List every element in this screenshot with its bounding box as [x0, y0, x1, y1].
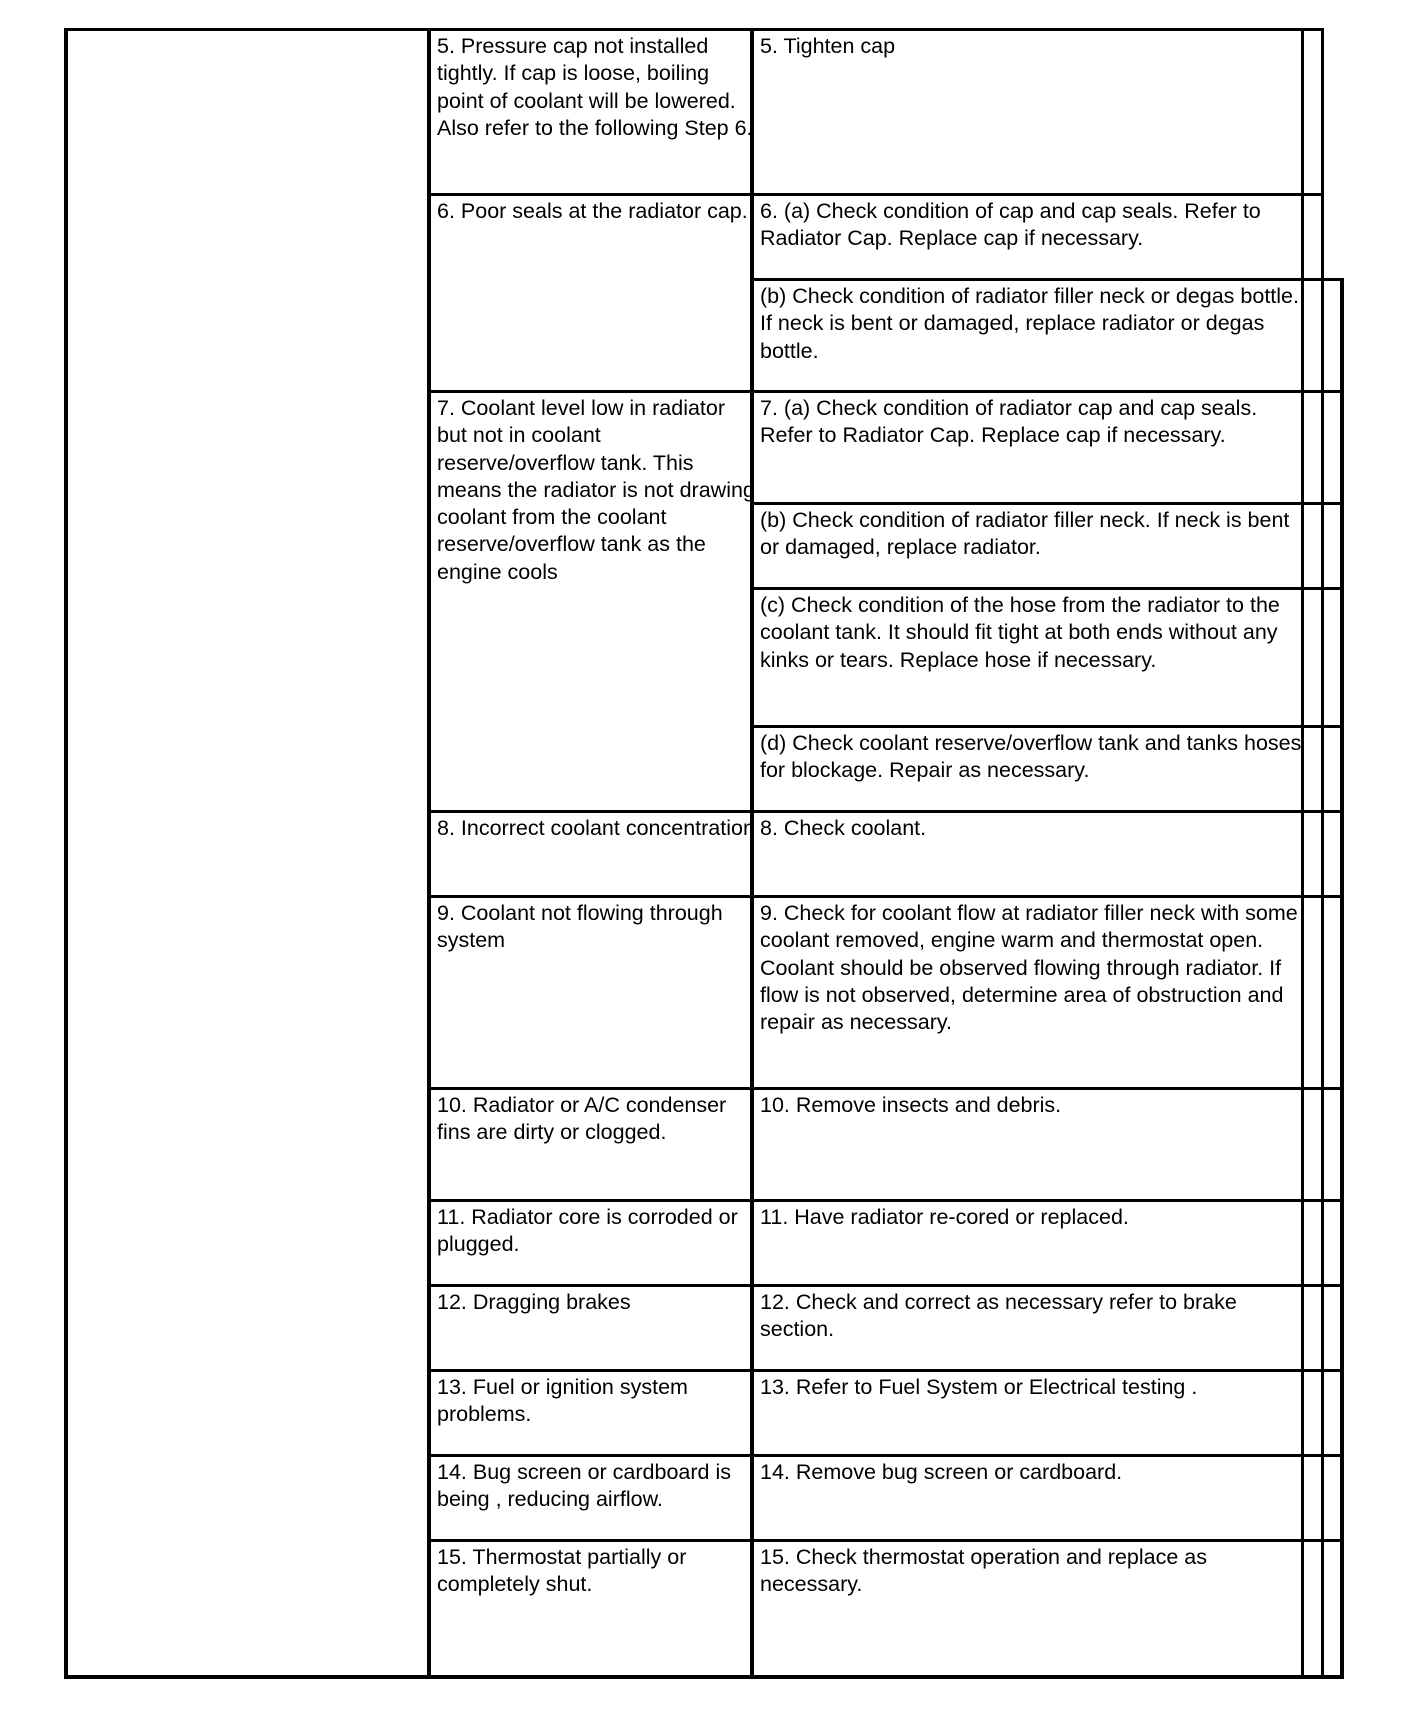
column-divider-check2 — [1321, 28, 1324, 1678]
cause-cell-9: 9. Coolant not flowing through system — [437, 901, 723, 953]
row-divider — [429, 895, 1344, 898]
row-divider — [429, 1454, 1344, 1457]
row-divider — [429, 1087, 1344, 1090]
remedy-cell-14: 14. Remove bug screen or cardboard. — [760, 1460, 1123, 1484]
cause-cell-7: 7. Coolant level low in radiator but not in coolant reserve/overflow tank. This means the radiator is not drawing coolant from the coolant reserve/overflow tank as the engine cools — [437, 396, 755, 584]
cause-cell-14: 14. Bug screen or cardboard is being , reducing airflow. — [437, 1460, 731, 1512]
column-divider-cause — [427, 28, 431, 1678]
remedy-cell-7d: (d) Check coolant reserve/overflow tank and tanks hoses for blockage. Repair as necessary. — [760, 731, 1302, 783]
remedy-cell-7b: (b) Check condition of radiator filler neck. If neck is bent or damaged, replace radiator. — [760, 508, 1290, 560]
cause-cell-13: 13. Fuel or ignition system problems. — [437, 1375, 688, 1427]
row-divider — [429, 1199, 1344, 1202]
cause-cell-10: 10. Radiator or A/C condenser fins are dirty or clogged. — [437, 1093, 727, 1145]
cause-cell-6: 6. Poor seals at the radiator cap. — [437, 199, 748, 223]
row-divider — [429, 1539, 1344, 1542]
table-border-bottom — [64, 1675, 1344, 1679]
row-divider — [429, 193, 1324, 196]
row-divider — [752, 278, 1344, 281]
remedy-cell-6b: (b) Check condition of radiator filler neck or degas bottle. If neck is bent or damaged, replace radiator or degas bottle. — [760, 284, 1299, 363]
remedy-cell-8: 8. Check coolant. — [760, 816, 927, 840]
row-divider — [752, 725, 1344, 728]
row-divider — [752, 587, 1344, 590]
remedy-cell-5: 5. Tighten cap — [760, 34, 896, 58]
table-border-left — [64, 28, 68, 1678]
cause-cell-15: 15. Thermostat partially or completely shut. — [437, 1545, 687, 1597]
remedy-cell-12: 12. Check and correct as necessary refer to brake section. — [760, 1290, 1237, 1342]
cause-cell-12: 12. Dragging brakes — [437, 1290, 631, 1314]
column-divider-remedy — [750, 28, 754, 1678]
remedy-cell-13: 13. Refer to Fuel System or Electrical testing . — [760, 1375, 1198, 1399]
row-divider — [429, 390, 1344, 393]
column-divider-check1 — [1301, 28, 1304, 1678]
row-divider — [429, 1284, 1344, 1287]
table-border-right — [1340, 278, 1344, 1678]
cause-cell-8: 8. Incorrect coolant concentration — [437, 816, 755, 840]
remedy-cell-11: 11. Have radiator re-cored or replaced. — [760, 1205, 1129, 1229]
remedy-cell-9: 9. Check for coolant flow at radiator filler neck with some coolant removed, engine warm and thermostat open. Coolant should be observed flowing through radiator. If flow is not observed, determine area of obstruction and repair as necessary. — [760, 901, 1298, 1035]
cause-cell-11: 11. Radiator core is corroded or plugged. — [437, 1205, 738, 1257]
remedy-cell-10: 10. Remove insects and debris. — [760, 1093, 1062, 1117]
table-border-top — [64, 28, 1324, 31]
row-divider — [429, 810, 1344, 813]
cause-cell-5: 5. Pressure cap not installed tightly. If cap is loose, boiling point of coolant will be lowered. Also refer to the following Step 6. — [437, 34, 753, 140]
row-divider — [429, 1369, 1344, 1372]
remedy-cell-6a: 6. (a) Check condition of cap and cap seals. Refer to Radiator Cap. Replace cap if necessary. — [760, 199, 1261, 251]
remedy-cell-7a: 7. (a) Check condition of radiator cap and cap seals. Refer to Radiator Cap. Replace cap if necessary. — [760, 396, 1258, 448]
row-divider — [752, 502, 1344, 505]
remedy-cell-15: 15. Check thermostat operation and replace as necessary. — [760, 1545, 1207, 1597]
remedy-cell-7c: (c) Check condition of the hose from the radiator to the coolant tank. It should fit tight at both ends without any kinks or tears. Replace hose if necessary. — [760, 593, 1280, 672]
